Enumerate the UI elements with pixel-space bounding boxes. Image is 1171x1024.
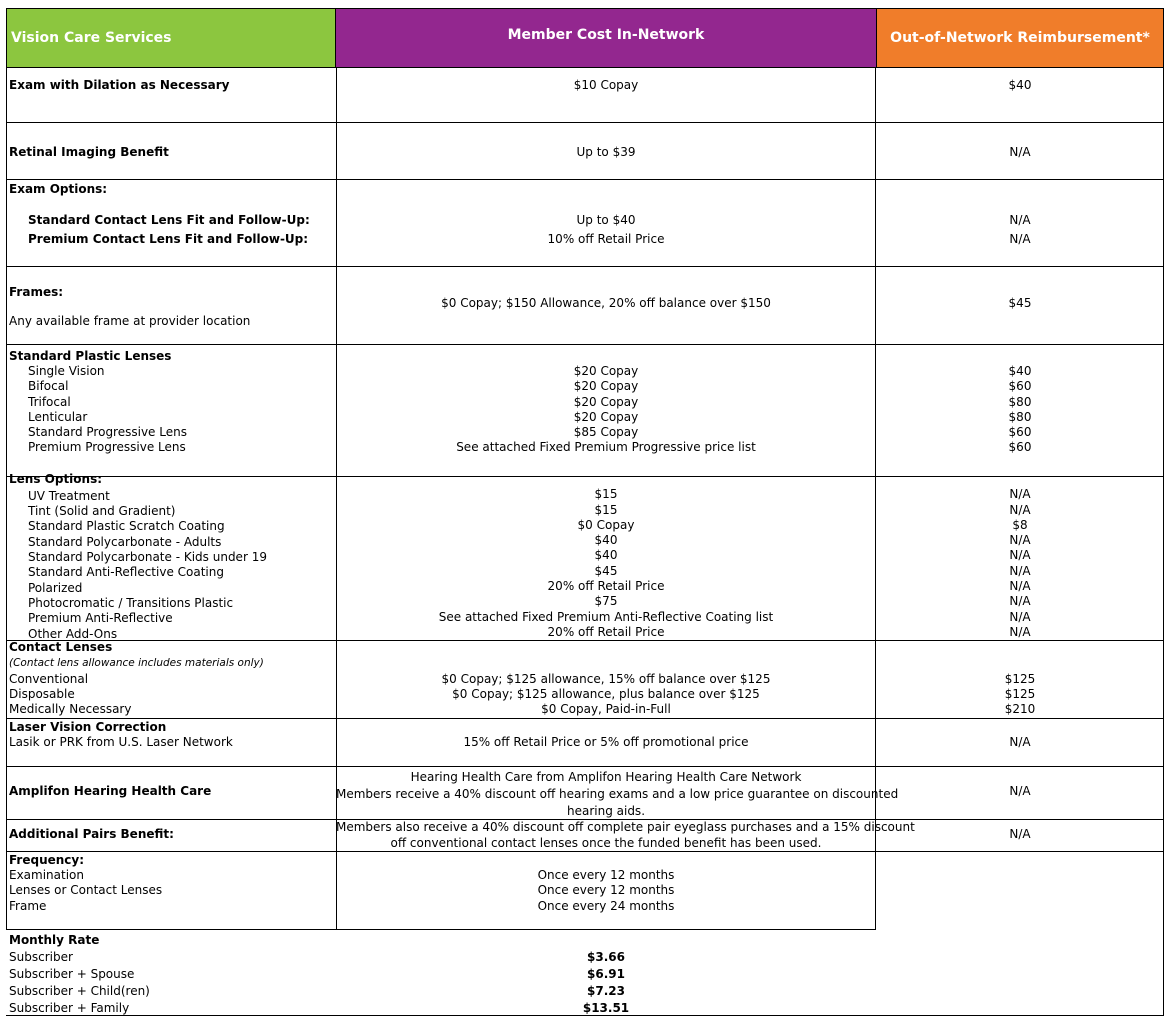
contacts-item-out: $125: [1004, 687, 1036, 701]
contacts-label: Contact Lenses: [9, 640, 113, 654]
rate-value: $13.51: [582, 1001, 630, 1015]
pairs-in-line: off conventional contact lenses once the funded benefit has been used.: [390, 836, 822, 850]
retinal-label: Retinal Imaging Benefit: [9, 145, 169, 159]
rate-value: $6.91: [587, 967, 625, 981]
lens-option-label: Tint (Solid and Gradient): [28, 504, 176, 518]
contacts-item-in: $0 Copay; $125 allowance, 15% off balance over $125: [441, 672, 771, 686]
lens-option-out: N/A: [1009, 579, 1031, 593]
lens-option-out: N/A: [1009, 564, 1031, 578]
contacts-item-out: $210: [1004, 702, 1036, 716]
plastic-item-label: Premium Progressive Lens: [28, 440, 186, 454]
retinal-out-network: N/A: [1009, 145, 1031, 159]
lens-option-out: N/A: [1009, 594, 1031, 608]
lens-option-label: Standard Anti-Reflective Coating: [28, 565, 224, 579]
lens-option-out: $8: [1012, 518, 1028, 532]
exam-in-network: $10 Copay: [573, 78, 639, 92]
frames-sub: Any available frame at provider location: [9, 314, 251, 328]
lens-option-in: $40: [594, 548, 618, 562]
exam-options-label: Exam Options:: [9, 182, 108, 196]
contacts-item-in: $0 Copay; $125 allowance, plus balance over $125: [452, 687, 760, 701]
header-out-of-network: [876, 8, 1164, 68]
plastic-item-label: Trifocal: [28, 395, 71, 409]
lens-option-out: N/A: [1009, 610, 1031, 624]
header-col2-text: Member Cost In-Network: [507, 27, 705, 43]
lens-option-label: Polarized: [28, 581, 83, 595]
contacts-item-label: Disposable: [9, 687, 75, 701]
hearing-label: Amplifon Hearing Health Care: [9, 784, 212, 798]
lens-option-label: Photocromatic / Transitions Plastic: [28, 596, 234, 610]
header-col1-text: Vision Care Services: [11, 30, 172, 46]
laser-label: Laser Vision Correction: [9, 720, 167, 734]
lens-option-in: $0 Copay: [577, 518, 635, 532]
lens-option-in: $15: [594, 487, 618, 501]
rate-label: Subscriber: [9, 950, 73, 964]
plastic-item-in: $20 Copay: [573, 395, 639, 409]
contacts-item-in: $0 Copay, Paid-in-Full: [541, 702, 671, 716]
frequency-item-in: Once every 24 months: [537, 899, 675, 913]
laser-in-network: 15% off Retail Price or 5% off promotional price: [463, 735, 749, 749]
contacts-item-label: Conventional: [9, 672, 89, 686]
rate-label: Subscriber + Spouse: [9, 967, 135, 981]
plastic-item-in: $20 Copay: [573, 410, 639, 424]
plastic-item-out: $60: [1008, 425, 1032, 439]
pairs-in-line: Members also receive a 40% discount off complete pair eyeglass purchases and a 15% discount: [336, 820, 915, 834]
plastic-item-label: Lenticular: [28, 410, 88, 424]
lens-option-label: Standard Plastic Scratch Coating: [28, 519, 225, 533]
contacts-note: (Contact lens allowance includes materials only): [9, 657, 264, 669]
lens-options-label: Lens Options:: [9, 472, 103, 486]
retinal-in-network: Up to $39: [576, 145, 636, 159]
lens-option-in: $75: [594, 594, 618, 608]
lens-option-in: $45: [594, 564, 618, 578]
frequency-label: Frequency:: [9, 853, 85, 867]
lens-option-in: $15: [594, 503, 618, 517]
lens-option-out: N/A: [1009, 503, 1031, 517]
frequency-item-label: Frame: [9, 899, 47, 913]
plastic-item-label: Bifocal: [28, 379, 69, 393]
plastic-item-in: $85 Copay: [573, 425, 639, 439]
exam-option-standard-label: Standard Contact Lens Fit and Follow-Up:: [28, 213, 310, 227]
plastic-item-label: Standard Progressive Lens: [28, 425, 187, 439]
lens-option-out: N/A: [1009, 625, 1031, 639]
frequency-item-in: Once every 12 months: [537, 883, 675, 897]
plastic-item-out: $40: [1008, 364, 1032, 378]
exam-label: Exam with Dilation as Necessary: [9, 78, 230, 92]
rates-label: Monthly Rate: [9, 933, 100, 947]
plastic-label: Standard Plastic Lenses: [9, 349, 172, 363]
lens-option-label: Standard Polycarbonate - Adults: [28, 535, 222, 549]
hearing-in-line: Members receive a 40% discount off hearing exams and a low price guarantee on discounted: [336, 787, 899, 801]
lens-option-label: Other Add-Ons: [28, 627, 118, 641]
frequency-item-label: Examination: [9, 868, 85, 882]
pairs-label: Additional Pairs Benefit:: [9, 827, 174, 841]
benefits-table: [6, 8, 1164, 1016]
plastic-item-in: See attached Fixed Premium Progressive price list: [456, 440, 756, 454]
exam-option-premium-in: 10% off Retail Price: [547, 232, 665, 246]
rate-label: Subscriber + Family: [9, 1001, 130, 1015]
frames-out-network: $45: [1008, 296, 1032, 310]
lens-option-in: See attached Fixed Premium Anti-Reflective Coating list: [438, 610, 774, 624]
vline-left: [6, 68, 7, 930]
frames-in-network: $0 Copay; $150 Allowance, 20% off balance over $150: [441, 296, 771, 310]
plastic-item-in: $20 Copay: [573, 379, 639, 393]
frames-label: Frames:: [9, 285, 64, 299]
laser-sub: Lasik or PRK from U.S. Laser Network: [9, 735, 233, 749]
contacts-item-out: $125: [1004, 672, 1036, 686]
hearing-in-line: Hearing Health Care from Amplifon Hearing Health Care Network: [410, 770, 802, 784]
header-col3-text: Out-of-Network Reimbursement*: [890, 30, 1150, 46]
contacts-item-label: Medically Necessary: [9, 702, 132, 716]
frequency-item-label: Lenses or Contact Lenses: [9, 883, 163, 897]
exam-option-premium-out: N/A: [1009, 232, 1031, 246]
plastic-item-out: $80: [1008, 410, 1032, 424]
lens-option-out: N/A: [1009, 533, 1031, 547]
lens-option-label: Standard Polycarbonate - Kids under 19: [28, 550, 267, 564]
header-member-cost: [336, 8, 876, 68]
lens-option-in: $40: [594, 533, 618, 547]
lens-option-in: 20% off Retail Price: [547, 579, 665, 593]
lens-option-in: 20% off Retail Price: [547, 625, 665, 639]
plastic-item-in: $20 Copay: [573, 364, 639, 378]
lens-option-out: N/A: [1009, 487, 1031, 501]
lens-option-label: Premium Anti-Reflective: [28, 611, 173, 625]
rate-value: $3.66: [587, 950, 625, 964]
exam-option-premium-label: Premium Contact Lens Fit and Follow-Up:: [28, 232, 309, 246]
hearing-in-line: hearing aids.: [566, 804, 646, 818]
frequency-item-in: Once every 12 months: [537, 868, 675, 882]
hearing-out-network: N/A: [1009, 784, 1031, 798]
pairs-out-network: N/A: [1009, 827, 1031, 841]
laser-out-network: N/A: [1009, 735, 1031, 749]
plastic-item-out: $60: [1008, 440, 1032, 454]
rate-label: Subscriber + Child(ren): [9, 984, 150, 998]
lens-option-out: N/A: [1009, 548, 1031, 562]
plastic-item-out: $60: [1008, 379, 1032, 393]
lens-option-label: UV Treatment: [28, 489, 110, 503]
exam-out-network: $40: [1008, 78, 1032, 92]
exam-option-standard-in: Up to $40: [576, 213, 636, 227]
plastic-item-out: $80: [1008, 395, 1032, 409]
plastic-item-label: Single Vision: [28, 364, 105, 378]
exam-option-standard-out: N/A: [1009, 213, 1031, 227]
rate-value: $7.23: [587, 984, 625, 998]
header-vision-care-services: [6, 8, 336, 68]
row-exam: [6, 68, 1164, 123]
row-frequency-bottom-border: [6, 929, 876, 930]
